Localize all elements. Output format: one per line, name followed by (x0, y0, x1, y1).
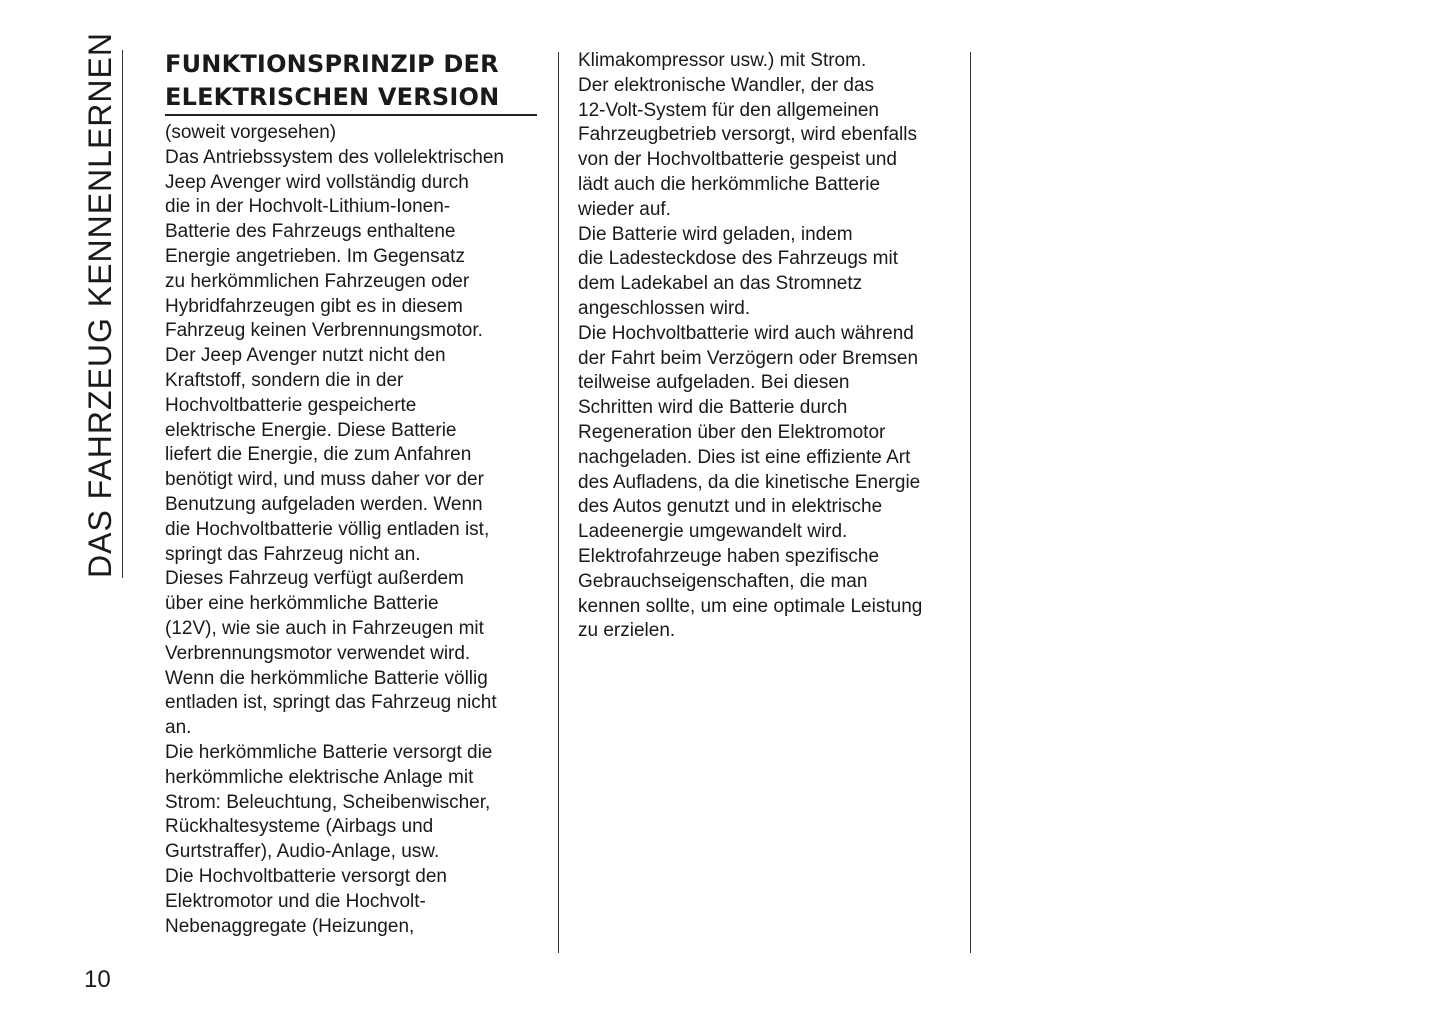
text-line: Rückhaltesysteme (Airbags und (165, 816, 434, 838)
text-line: Fahrzeugbetrieb versorgt, wird ebenfalls (578, 124, 918, 146)
text-line: Fahrzeug keinen Verbrennungsmotor. (165, 320, 483, 342)
column-2 (578, 49, 922, 644)
column-divider (970, 52, 971, 953)
text-line: Elektrofahrzeuge haben spezifische (578, 545, 880, 567)
text-line: Nebenaggregate (Heizungen, (165, 915, 415, 937)
text-line: Verbrennungsmotor verwendet wird. (165, 642, 471, 664)
section-title: DAS FAHRZEUG KENNENLERNEN (82, 32, 118, 578)
text-line: von der Hochvoltbatterie gespeist und (578, 149, 897, 171)
text-line: 12-Volt-System für den allgemeinen (578, 99, 879, 121)
text-line: kennen sollte, um eine optimale Leistung (578, 595, 923, 617)
text-line: Hochvoltbatterie gespeicherte (165, 394, 417, 416)
text-line: Ladeenergie umgewandelt wird. (578, 521, 848, 543)
text-line: Energie angetrieben. Im Gegensatz (165, 245, 465, 267)
section-divider (122, 50, 123, 578)
text-line: zu erzielen. (578, 620, 676, 642)
text-line: die in der Hochvolt-Lithium-Ionen- (165, 196, 451, 218)
text-line: herkömmliche elektrische Anlage mit (165, 766, 474, 788)
text-line: dem Ladekabel an das Stromnetz (578, 273, 863, 295)
text-line: Gurtstraffer), Audio-Anlage, usw. (165, 841, 440, 863)
heading-line: ELEKTRISCHEN VERSION (165, 83, 500, 111)
text-line: Strom: Beleuchtung, Scheibenwischer, (165, 791, 491, 813)
text-line: Der elektronische Wandler, der das (578, 74, 875, 96)
text-line: an. (165, 717, 192, 739)
text-line: zu herkömmlichen Fahrzeugen oder (165, 270, 470, 292)
text-line: der Fahrt beim Verzögern oder Bremsen (578, 347, 919, 369)
text-line: Jeep Avenger wird vollständig durch (165, 171, 469, 193)
page-heading (165, 48, 537, 116)
text-line: (12V), wie sie auch in Fahrzeugen mit (165, 617, 484, 639)
text-line: Dieses Fahrzeug verfügt außerdem (165, 568, 464, 590)
text-line: die Hochvoltbatterie völlig entladen ist, (165, 518, 490, 540)
text-line: Elektromotor und die Hochvolt- (165, 890, 426, 912)
text-line: Batterie des Fahrzeugs enthaltene (165, 221, 456, 243)
text-line: Hybridfahrzeugen gibt es in diesem (165, 295, 463, 317)
text-line: Die herkömmliche Batterie versorgt die (165, 741, 493, 763)
text-line: nachgeladen. Dies ist eine effiziente Art (578, 446, 911, 468)
text-line: angeschlossen wird. (578, 297, 751, 319)
heading-line: FUNKTIONSPRINZIP DER (165, 50, 499, 78)
text-line: Schritten wird die Batterie durch (578, 397, 848, 419)
text-line: Die Hochvoltbatterie versorgt den (165, 865, 447, 887)
text-line: (soweit vorgesehen) (165, 122, 337, 143)
column-divider (558, 52, 559, 953)
page-number: 10 (84, 966, 111, 993)
text-line: teilweise aufgeladen. Bei diesen (578, 372, 850, 394)
text-line: wieder auf. (578, 198, 671, 220)
text-line: Gebrauchseigenschaften, die man (578, 570, 868, 592)
text-line: Benutzung aufgeladen werden. Wenn (165, 493, 483, 515)
text-line: des Aufladens, da die kinetische Energie (578, 471, 921, 493)
text-line: Klimakompressor usw.) mit Strom. (578, 50, 867, 71)
text-line: lädt auch die herkömmliche Batterie (578, 173, 881, 195)
column-1 (165, 121, 504, 939)
text-line: springt das Fahrzeug nicht an. (165, 543, 421, 565)
text-line: entladen ist, springt das Fahrzeug nicht (165, 692, 497, 714)
text-line: Die Hochvoltbatterie wird auch während (578, 322, 914, 344)
text-line: des Autos genutzt und in elektrische (578, 496, 883, 518)
text-line: Kraftstoff, sondern die in der (165, 369, 404, 391)
text-line: über eine herkömmliche Batterie (165, 593, 439, 615)
text-line: Regeneration über den Elektromotor (578, 421, 886, 443)
text-line: Das Antriebssystem des vollelektrischen (165, 146, 504, 168)
text-line: liefert die Energie, die zum Anfahren (165, 444, 472, 466)
text-line: Wenn die herkömmliche Batterie völlig (165, 667, 488, 689)
text-line: Die Batterie wird geladen, indem (578, 223, 853, 245)
text-line: elektrische Energie. Diese Batterie (165, 419, 457, 441)
text-line: benötigt wird, und muss daher vor der (165, 469, 484, 491)
text-line: Der Jeep Avenger nutzt nicht den (165, 345, 446, 367)
text-line: die Ladesteckdose des Fahrzeugs mit (578, 248, 899, 270)
